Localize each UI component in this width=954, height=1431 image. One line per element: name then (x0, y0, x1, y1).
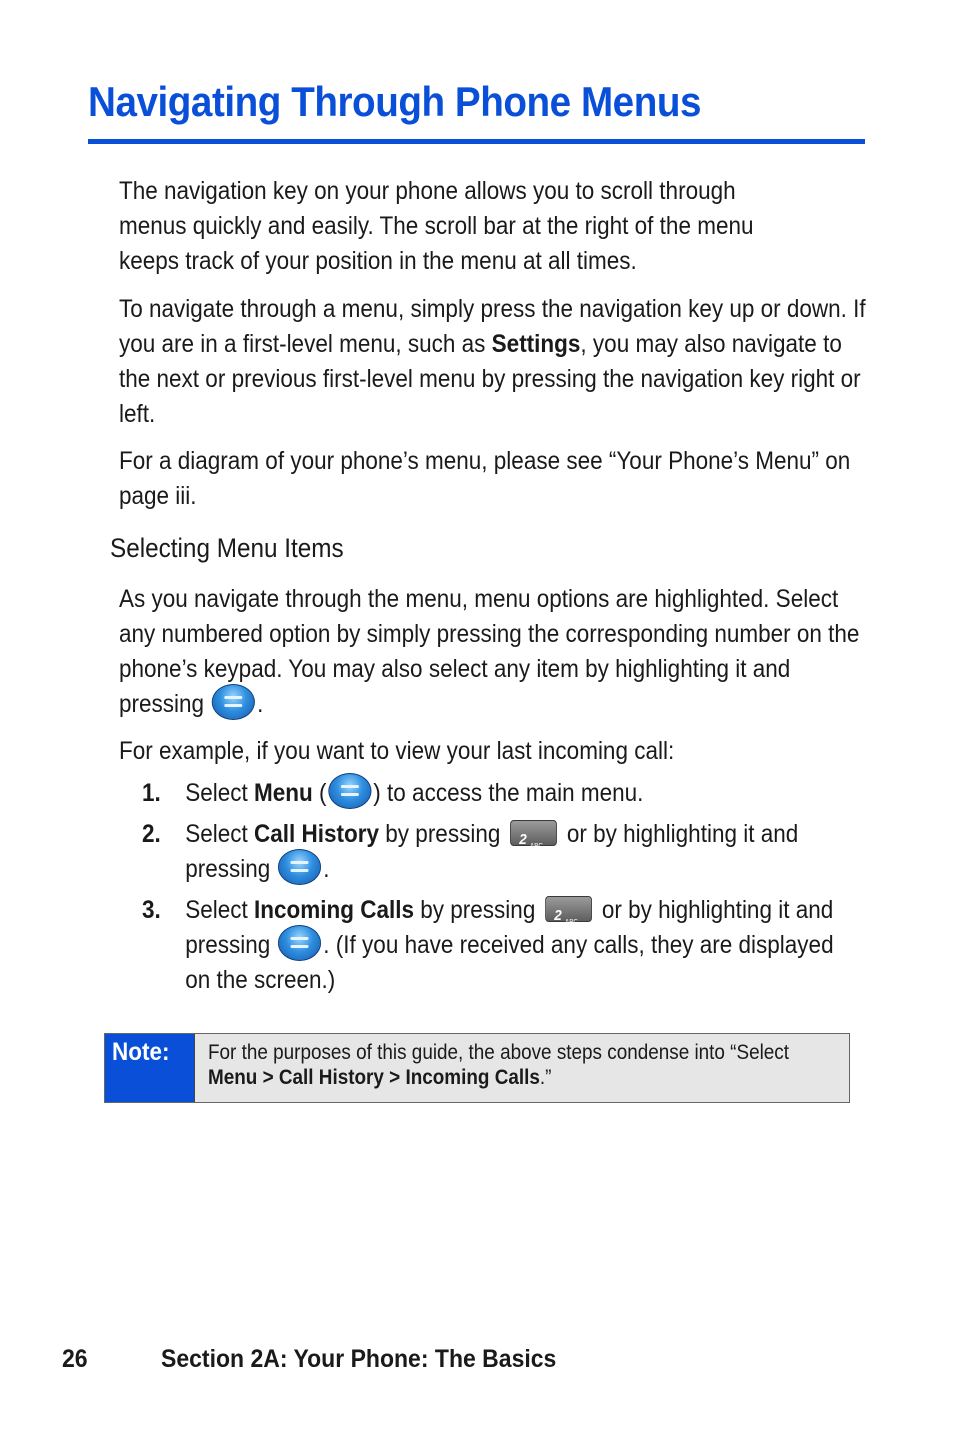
step-number: 1. (142, 779, 161, 807)
step-2 (142, 817, 844, 887)
section-p1-text: As you navigate through the menu, menu options are highlighted. Select any numbered option by simply pressing the corresponding number on the phone’s keypad. You may also select any item by highlighting it and pressing (119, 585, 860, 718)
incoming-calls-term: Incoming Calls (253, 896, 415, 924)
intro-p2-text-before: To navigate through a menu, simply press the navigation key up or down. If you are in a first-level menu, such as (119, 295, 866, 358)
menu-term: Menu (253, 779, 313, 807)
step-number: 3. (142, 896, 161, 924)
call-history-term: Call History (253, 820, 380, 848)
menu-ok-key-icon (328, 773, 371, 809)
step-text: Select Incoming Calls by pressing 2 ABC or by highlighting it and pressing . (If you have received any calls, they are displayed on the screen.) (185, 896, 834, 994)
note-label-box (105, 1034, 195, 1102)
menu-ok-key-icon (278, 849, 321, 885)
two-abc-key-icon: 2 ABC (545, 896, 592, 922)
step-text: Select Menu ( ) to access the main menu. (185, 776, 844, 811)
footer-section-title: Section 2A: Your Phone: The Basics (161, 1345, 557, 1373)
section-heading: Selecting Menu Items (110, 533, 344, 563)
step-text: Select Call History by pressing 2 ABC or by highlighting it and pressing . (185, 817, 844, 887)
intro-p2-text-after: , you may also navigate to the next or previous first-level menu by pressing the navigation key right or left. (119, 330, 861, 428)
step-3 (142, 893, 844, 998)
note-menu-path: Menu > Call History > Incoming Calls (208, 1066, 540, 1089)
page-title: Navigating Through Phone Menus (88, 78, 702, 125)
menu-ok-key-icon (212, 684, 255, 720)
intro-paragraph-2 (119, 292, 866, 432)
note-box (104, 1033, 850, 1103)
intro-paragraph-3: For a diagram of your phone’s menu, please see “Your Phone’s Menu” on page iii. (119, 447, 851, 510)
menu-ok-key-icon (278, 925, 321, 961)
note-label: Note: (112, 1038, 170, 1066)
step-number: 2. (142, 820, 161, 848)
section-paragraph-2: For example, if you want to view your last incoming call: (119, 737, 675, 765)
section-paragraph-1 (119, 582, 866, 722)
intro-paragraph-1: The navigation key on your phone allows you to scroll through menus quickly and easily. The scroll bar at the right of the menu keeps track of your position in the menu at all times. (119, 177, 754, 275)
section-p1-end: . (257, 690, 264, 718)
page-number: 26 (62, 1345, 88, 1373)
settings-term: Settings (491, 330, 581, 358)
two-abc-key-icon: 2 ABC (510, 820, 557, 846)
step-1 (142, 776, 844, 811)
note-text: For the purposes of this guide, the above steps condense into “Select Menu > Call History > Incoming Calls.” (208, 1041, 790, 1089)
title-underline (88, 139, 865, 144)
